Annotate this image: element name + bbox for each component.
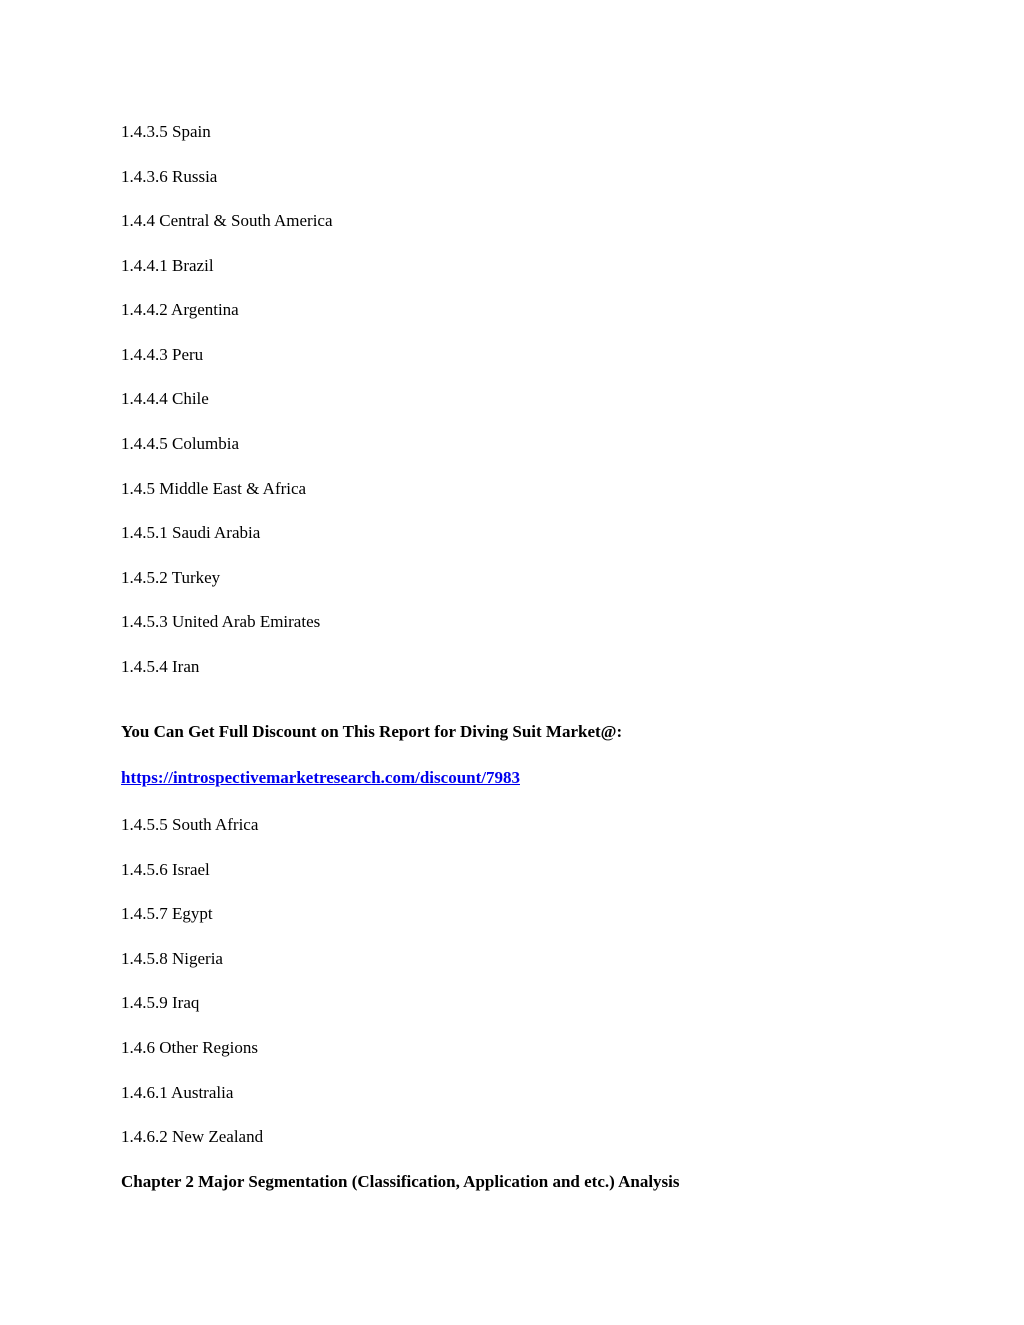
toc-entry: 1.4.5.6 Israel (121, 860, 210, 879)
chapter-heading: Chapter 2 Major Segmentation (Classification, Application and etc.) Analysis (121, 1172, 680, 1191)
toc-entry: 1.4.3.6 Russia (121, 167, 218, 186)
toc-entry: 1.4.5.1 Saudi Arabia (121, 523, 261, 542)
toc-entry: 1.4.4.4 Chile (121, 389, 209, 408)
toc-entry: 1.4.6.1 Australia (121, 1083, 234, 1102)
toc-entry: 1.4.4.3 Peru (121, 345, 204, 364)
toc-entry: 1.4.6 Other Regions (121, 1038, 258, 1057)
toc-entry: 1.4.4.1 Brazil (121, 256, 214, 275)
toc-entry: 1.4.5.8 Nigeria (121, 949, 223, 968)
toc-entry: 1.4.5.3 United Arab Emirates (121, 612, 321, 631)
toc-entry: 1.4.6.2 New Zealand (121, 1127, 264, 1146)
toc-entry: 1.4.5.9 Iraq (121, 993, 200, 1012)
toc-entry: 1.4.3.5 Spain (121, 122, 211, 141)
toc-entry: 1.4.4 Central & South America (121, 211, 333, 230)
toc-entry: 1.4.5.5 South Africa (121, 815, 259, 834)
toc-entry: 1.4.5 Middle East & Africa (121, 479, 307, 498)
toc-entry: 1.4.4.2 Argentina (121, 300, 239, 319)
discount-link[interactable]: https://introspectivemarketresearch.com/discount/7983 (121, 768, 520, 787)
toc-entry: 1.4.4.5 Columbia (121, 434, 240, 453)
toc-entry: 1.4.5.4 Iran (121, 657, 200, 676)
discount-heading: You Can Get Full Discount on This Report for Diving Suit Market@: (121, 722, 623, 741)
toc-entry: 1.4.5.7 Egypt (121, 904, 213, 923)
toc-entry: 1.4.5.2 Turkey (121, 568, 221, 587)
